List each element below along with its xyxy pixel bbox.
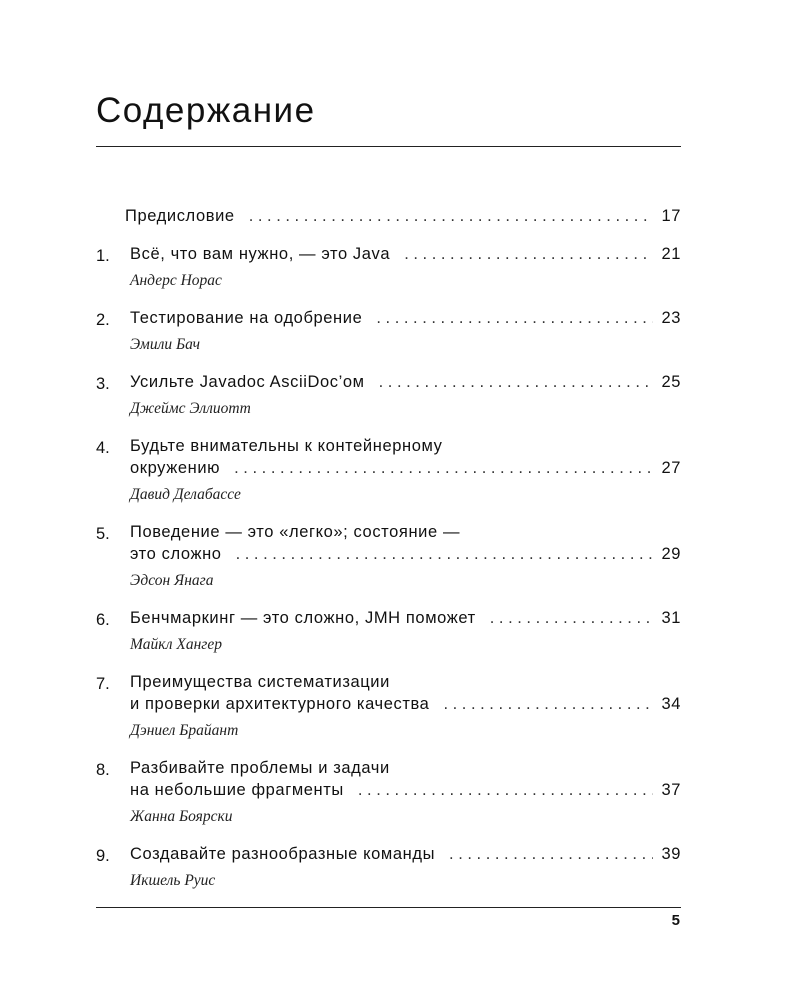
- toc-entry-title: и проверки архитектурного качества: [130, 695, 430, 713]
- dot-leader: [490, 609, 653, 628]
- toc-entry-title: Бенчмаркинг — это сложно, JMH поможет: [130, 609, 476, 627]
- toc-entry-title: Разбивайте проблемы и задачи: [130, 759, 390, 777]
- footer-divider: [96, 907, 681, 908]
- dot-leader: [376, 309, 653, 328]
- toc-entry-link[interactable]: [130, 373, 681, 395]
- dot-leader: [443, 695, 653, 714]
- dot-leader: [236, 545, 653, 564]
- toc-entry-title: Будьте внимательны к контейнерному: [130, 437, 443, 455]
- dot-leader: [249, 207, 653, 226]
- toc-entry-title: на небольшие фрагменты: [130, 781, 344, 799]
- toc-entry-author: Икшель Руис: [130, 872, 216, 889]
- toc-entry-number: 9.: [96, 847, 110, 865]
- dot-leader: [449, 845, 653, 864]
- toc-entry-title-line: [130, 759, 681, 781]
- toc-entry-link[interactable]: [130, 459, 681, 481]
- toc-entry-title-line: [130, 673, 681, 695]
- dot-leader: [404, 245, 653, 264]
- toc-entry-page: 25: [661, 373, 681, 391]
- toc-entry-title: Усильте Javadoc AsciiDoc’ом: [130, 373, 365, 391]
- toc-entry-page: 21: [661, 245, 681, 263]
- toc-entry-page: 27: [661, 459, 681, 477]
- toc-entry-author: Джеймс Эллиотт: [130, 400, 251, 417]
- page-title: Содержание: [96, 91, 316, 130]
- toc-entry-number: 4.: [96, 439, 110, 457]
- toc-entry-page: 34: [661, 695, 681, 713]
- toc-entry-author: Эмили Бач: [130, 336, 201, 353]
- toc-entry-author: Жанна Боярски: [130, 808, 233, 825]
- toc-entry-link[interactable]: [130, 609, 681, 631]
- toc-entry-link[interactable]: [130, 309, 681, 331]
- toc-entry-page: 31: [661, 609, 681, 627]
- dot-leader: [379, 373, 653, 392]
- toc-entry-page: 39: [661, 845, 681, 863]
- toc-entry-title-line: [130, 437, 681, 459]
- toc-entry-author: Давид Делабассе: [130, 486, 241, 503]
- toc-entry-title: Преимущества систематизации: [130, 673, 390, 691]
- toc-entry-link[interactable]: [130, 845, 681, 867]
- toc-entry-page: 17: [661, 207, 681, 225]
- toc-entry-author: Эдсон Янага: [130, 572, 214, 589]
- toc-entry-page: 23: [661, 309, 681, 327]
- toc-entry-number: 3.: [96, 375, 110, 393]
- toc-entry-link[interactable]: [130, 781, 681, 803]
- toc-entry-number: 6.: [96, 611, 110, 629]
- toc-entry-author: Андерс Норас: [130, 272, 222, 289]
- toc-entry-number: 8.: [96, 761, 110, 779]
- title-divider: [96, 146, 681, 147]
- toc-entry-title: Всё, что вам нужно, — это Java: [130, 245, 391, 263]
- page-number: 5: [671, 912, 680, 929]
- toc-entry-page: 29: [661, 545, 681, 563]
- toc-entry-title: Предисловие: [125, 207, 235, 225]
- toc-entry-page: 37: [661, 781, 681, 799]
- dot-leader: [358, 781, 653, 800]
- toc-entry-title-line: [130, 523, 681, 545]
- toc-entry-number: 5.: [96, 525, 110, 543]
- toc-entry-title: Тестирование на одобрение: [130, 309, 363, 327]
- toc-entry-author: Майкл Хангер: [130, 636, 222, 653]
- toc-entry-title: окружению: [130, 459, 221, 477]
- toc-entry-preface[interactable]: [125, 207, 681, 229]
- toc-entry-link[interactable]: [130, 695, 681, 717]
- dot-leader: [234, 459, 653, 478]
- toc-entry-title: Создавайте разнообразные команды: [130, 845, 436, 863]
- toc-entry-author: Дэниел Брайант: [130, 722, 239, 739]
- toc-entry-title: это сложно: [130, 545, 222, 563]
- toc-entry-number: 1.: [96, 247, 110, 265]
- toc-entry-number: 2.: [96, 311, 110, 329]
- toc-entry-link[interactable]: [130, 545, 681, 567]
- toc-entry-link[interactable]: [130, 245, 681, 267]
- toc-entry-number: 7.: [96, 675, 110, 693]
- toc-entry-title: Поведение — это «легко»; состояние —: [130, 523, 461, 541]
